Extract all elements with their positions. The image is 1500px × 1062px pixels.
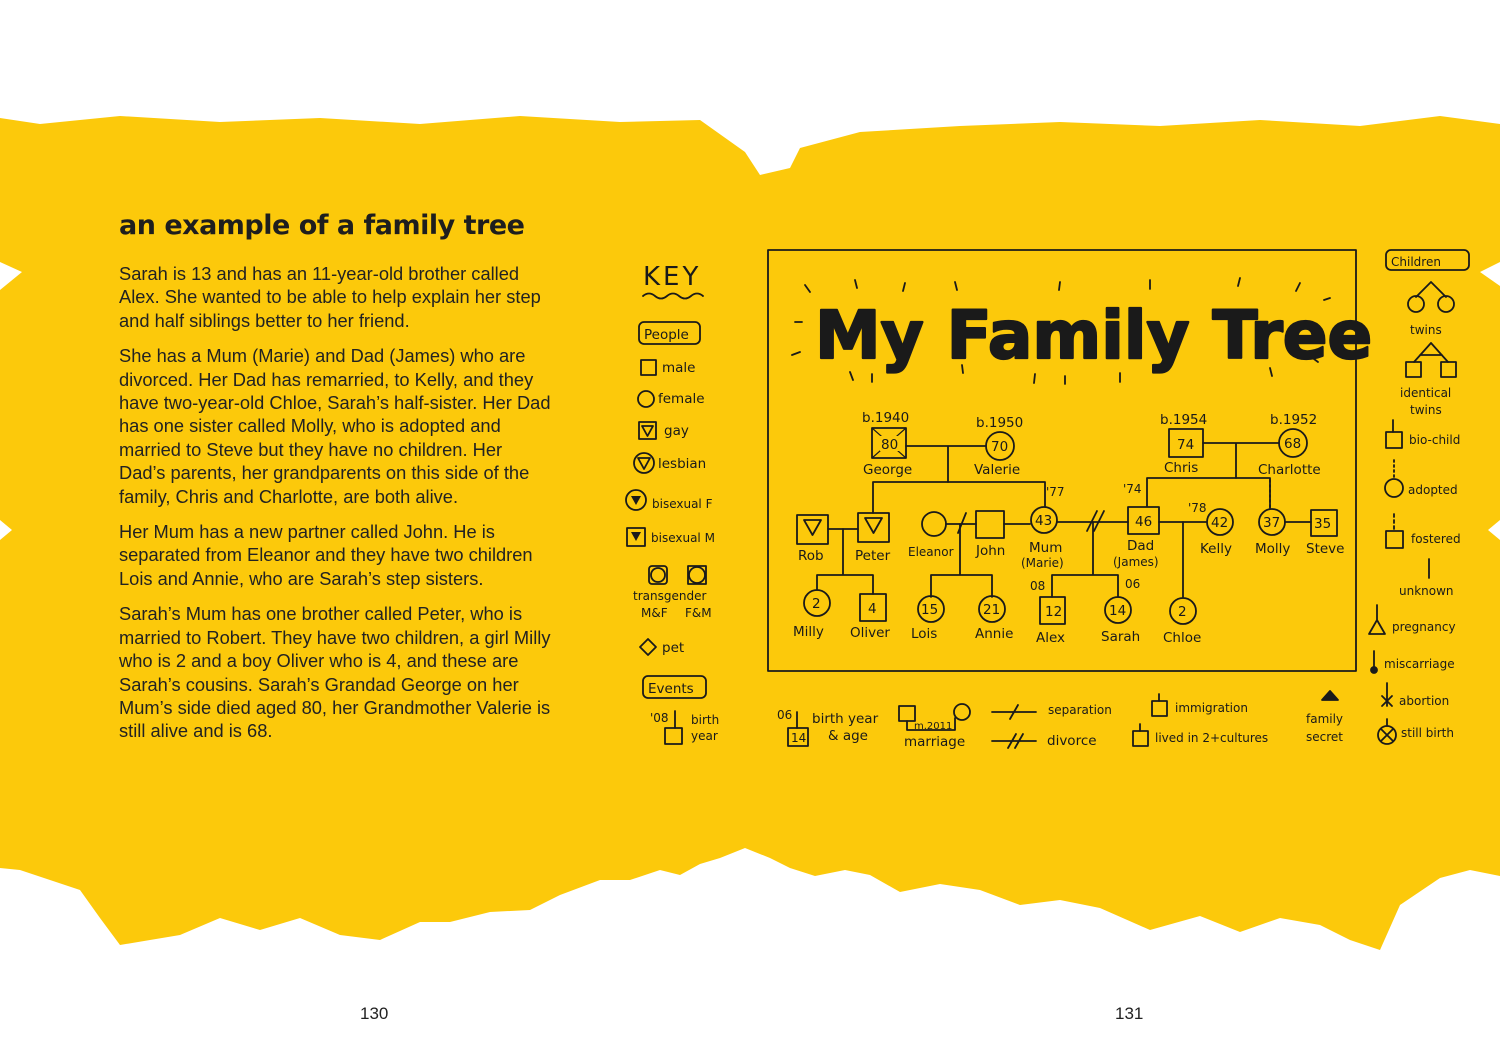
lesbian-icon xyxy=(634,453,654,473)
ck-identical: identical xyxy=(1400,386,1452,400)
key-year: year xyxy=(691,729,718,743)
molly-name: Molly xyxy=(1255,541,1291,557)
george-birth: b.1940 xyxy=(862,410,910,426)
key-bisexual-m: bisexual M xyxy=(651,531,715,545)
ck-identical-twins: twins xyxy=(1410,403,1442,417)
key-lesbian: lesbian xyxy=(658,456,707,472)
male-icon xyxy=(1441,362,1456,377)
kelly-year: '78 xyxy=(1188,501,1207,515)
oliver-name: Oliver xyxy=(850,625,890,641)
bk-marriage: marriage xyxy=(904,734,966,750)
events-title: Events xyxy=(648,681,694,697)
key-pet: pet xyxy=(662,640,685,656)
fostered-icon xyxy=(1386,531,1403,548)
eleanor-female-icon xyxy=(922,512,946,536)
dad-name: Dad xyxy=(1127,538,1155,554)
valerie-name: Valerie xyxy=(974,462,1021,478)
charlotte-birth: b.1952 xyxy=(1270,412,1318,428)
adopted-icon xyxy=(1385,479,1403,497)
key-female: female xyxy=(658,391,705,407)
ck-miscarriage: miscarriage xyxy=(1384,657,1455,671)
page-number-right: 131 xyxy=(1115,1004,1144,1023)
annie-name: Annie xyxy=(975,626,1014,642)
key-gay: gay xyxy=(664,423,689,439)
milly-name: Milly xyxy=(793,624,824,640)
paragraph: She has a Mum (Marie) and Dad (James) who are divorced. Her Dad has remarried, to Kelly, and they have two-year-old Chloe, Sarah’s half-sister. Her Dad has one sister called Molly, who is adopted and married to Steve but they have no children. Her Dad’s parents, her grandparents on this side of the family, Chris and Charlotte, are both alive. xyxy=(119,345,551,507)
bk-secret-1: family xyxy=(1306,712,1344,726)
john-male-icon xyxy=(976,511,1004,538)
valerie-birth: b.1950 xyxy=(976,415,1024,431)
people-title: People xyxy=(644,327,689,343)
triangle-icon xyxy=(804,520,821,535)
bk-immigration: immigration xyxy=(1175,701,1248,715)
children-key xyxy=(1369,250,1469,744)
bk-divorce: divorce xyxy=(1047,733,1097,749)
pregnancy-icon xyxy=(1369,605,1385,634)
key-birth: birth xyxy=(691,713,720,727)
male-icon xyxy=(641,360,656,375)
male-icon xyxy=(1406,362,1421,377)
key-male: male xyxy=(662,360,696,376)
bk-marriage-date: m.2011 xyxy=(914,721,953,732)
bio-child-icon xyxy=(1386,432,1402,448)
key-fm: F&M xyxy=(685,606,712,620)
chris-birth: b.1954 xyxy=(1160,412,1208,428)
ck-twins: twins xyxy=(1410,323,1442,337)
circle-inner-icon xyxy=(651,568,665,582)
paragraph: Sarah’s Mum has one brother called Peter, who is married to Robert. They have two children, a girl Milly who is 2 and a boy Oliver who is 4, and these are Sarah’s cousins. Sarah’s Grandad George on her Mum’s side died aged 80, her Grandmother Valerie is still alive and is 68. xyxy=(119,603,551,742)
identical-twins-lines xyxy=(1414,343,1448,362)
tree-title: My Family Tree xyxy=(815,297,1373,374)
mum-name: Mum xyxy=(1029,540,1063,556)
molly-age: 37 xyxy=(1263,515,1281,531)
tree-frame xyxy=(768,250,1372,671)
rob-name: Rob xyxy=(798,548,824,564)
triangle-icon xyxy=(642,426,653,436)
bk-birth-year: 06 xyxy=(777,708,793,722)
miscarriage-icon xyxy=(1371,667,1377,673)
chloe-age: 2 xyxy=(1178,604,1187,620)
triangle-icon xyxy=(638,458,650,469)
key-birth-year-example: '08 xyxy=(650,711,669,725)
immigration-icon xyxy=(1152,701,1167,716)
triangle-dotted-icon xyxy=(631,496,641,505)
female-icon xyxy=(1438,296,1454,312)
cross-icon xyxy=(1381,729,1393,741)
paragraph: Sarah is 13 and has an 11-year-old brother called Alex. She wanted to be able to help explain her step and half siblings better to her friend. xyxy=(119,263,541,331)
separation-icon xyxy=(992,705,1036,719)
alex-age: 12 xyxy=(1045,604,1063,620)
dad-year: '74 xyxy=(1123,482,1142,496)
charlotte-name: Charlotte xyxy=(1258,462,1321,478)
bk-age: 14 xyxy=(791,731,807,745)
mum-siblings-line xyxy=(873,482,1045,513)
ck-pregnancy: pregnancy xyxy=(1392,620,1456,634)
annie-age: 21 xyxy=(983,602,1001,618)
paragraph: Her Mum has a new partner called John. He is separated from Eleanor and they have two children Lois and Annie, who are Sarah’s step sisters. xyxy=(119,521,533,589)
dad-siblings-line xyxy=(1147,478,1270,508)
male-icon xyxy=(665,728,682,744)
ck-bio-child: bio-child xyxy=(1409,433,1461,447)
key-title: KEY xyxy=(643,262,702,292)
dad-sub: (James) xyxy=(1113,555,1159,569)
ck-abortion: abortion xyxy=(1399,694,1450,708)
sarah-year: 06 xyxy=(1125,577,1141,591)
kelly-age: 42 xyxy=(1211,515,1229,531)
key-transgender: transgender xyxy=(633,589,707,603)
valerie-age: 70 xyxy=(991,439,1009,455)
george-age: 80 xyxy=(881,437,899,453)
lois-name: Lois xyxy=(911,626,938,642)
ck-fostered: fostered xyxy=(1411,532,1461,546)
ck-adopted: adopted xyxy=(1408,483,1458,497)
milly-age: 2 xyxy=(812,596,821,612)
alex-name: Alex xyxy=(1036,630,1066,646)
peter-name: Peter xyxy=(855,548,891,564)
family-secret-icon xyxy=(1322,691,1338,700)
pet-icon xyxy=(640,639,656,655)
bk-birth-year-label: birth year xyxy=(812,711,879,727)
bottom-key xyxy=(777,691,1343,750)
circle-inner-icon xyxy=(689,567,705,583)
mum-year: '77 xyxy=(1046,485,1065,499)
john-name: John xyxy=(976,543,1006,559)
separation-line xyxy=(946,513,976,533)
dad-age: 46 xyxy=(1135,514,1153,530)
charlotte-age: 68 xyxy=(1284,436,1302,452)
divorce-icon xyxy=(992,734,1036,748)
female-icon xyxy=(954,704,970,720)
triangle-icon xyxy=(865,518,882,533)
eleanor-name: Eleanor xyxy=(908,545,954,559)
page-number-left: 130 xyxy=(360,1004,389,1023)
bk-separation: separation xyxy=(1048,703,1112,717)
mum-sub: (Marie) xyxy=(1021,556,1064,570)
sarah-name: Sarah xyxy=(1101,629,1141,645)
oliver-age: 4 xyxy=(868,601,877,617)
tree-parents xyxy=(797,478,1344,570)
lois-age: 15 xyxy=(921,602,939,618)
key-panel xyxy=(626,262,719,744)
transgender-fm-icon xyxy=(688,566,706,584)
bk-secret-2: secret xyxy=(1306,730,1343,744)
sarah-age: 14 xyxy=(1109,603,1127,619)
ck-unknown: unknown xyxy=(1399,584,1454,598)
male-icon xyxy=(899,706,915,721)
key-underline xyxy=(643,294,703,299)
triangle-dotted-icon xyxy=(631,532,641,541)
kelly-name: Kelly xyxy=(1200,541,1232,557)
steve-name: Steve xyxy=(1306,541,1345,557)
mum-age: 43 xyxy=(1035,513,1053,529)
chris-name: Chris xyxy=(1164,460,1199,476)
chris-age: 74 xyxy=(1177,437,1195,453)
alex-year: 08 xyxy=(1030,579,1046,593)
chloe-name: Chloe xyxy=(1163,630,1202,646)
steve-age: 35 xyxy=(1314,516,1332,532)
george-name: George xyxy=(863,462,913,478)
children-title: Children xyxy=(1391,255,1441,269)
key-bisexual-f: bisexual F xyxy=(652,497,713,511)
bk-age-label: & age xyxy=(828,728,868,744)
lived-cultures-icon xyxy=(1133,731,1148,746)
bk-lived: lived in 2+cultures xyxy=(1155,731,1269,745)
twins-lines xyxy=(1416,282,1446,297)
tree-grandparents xyxy=(862,410,1321,482)
ck-still-birth: still birth xyxy=(1401,726,1454,740)
abortion-icon xyxy=(1382,683,1392,706)
page-heading: an example of a family tree xyxy=(119,210,525,241)
key-mf: M&F xyxy=(641,606,668,620)
female-icon xyxy=(1408,296,1424,312)
female-icon xyxy=(638,391,654,407)
